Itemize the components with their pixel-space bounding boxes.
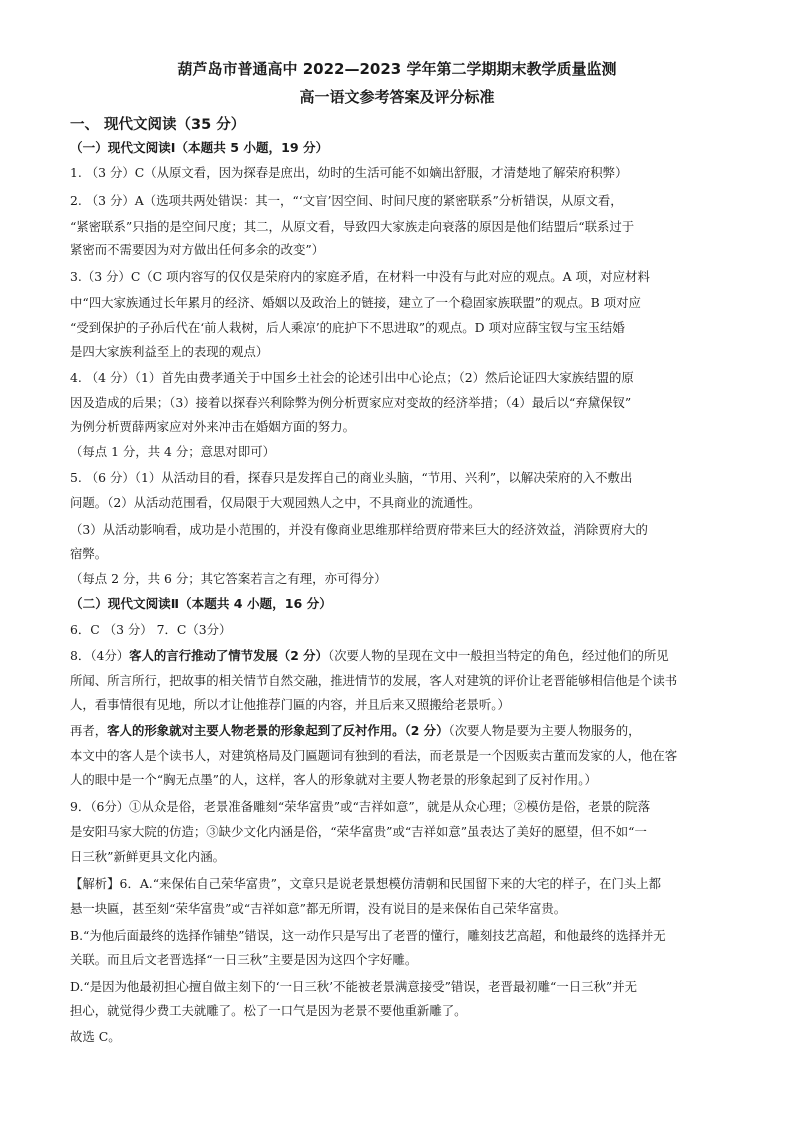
answer-q5-line3: （3）从活动影响看，成功是小范围的，并没有像商业思维那样给贾府带来巨大的经济效益，消除贾府大的 — [70, 522, 648, 537]
answer-q8-line5: 本文中的客人是个读书人，对建筑格局及门匾题词有独到的看法，而老景是一个因贩卖古董而发家的人，他在客 — [70, 748, 678, 763]
document-subtitle: 高一语文参考答案及评分标准 — [299, 88, 495, 106]
answer-q4-line1: 4. （4 分）（1）首先由费孝通关于中国乡土社会的论述引出中心论点；（2）然后论证四大家族结盟的原 — [70, 370, 634, 385]
q8-label: 8．（4分） — [70, 648, 130, 663]
answer-q8-line1 — [70, 644, 725, 668]
q8-explanation-1: （次要人物的呈现在文中一般担当特定的角色，经过他们的所见 — [327, 648, 669, 663]
answer-q2-line1: 2. （3 分）A（选项共两处错误：其一，“‘文盲’因空间、时间尺度的紧密联系”分析错误，从原文看， — [70, 193, 623, 208]
analysis-q6-b-line2: 关联。而且后文老晋选择“一日三秋”主要是因为这四个字好雕。 — [70, 952, 418, 967]
scoring-note-q4: （每点 1 分，共 4 分；意思对即可） — [70, 444, 275, 459]
analysis-q6-d-line2: 担心，就觉得少费工夫就雕了。松了一口气是因为老景不要他重新雕了。 — [70, 1003, 467, 1018]
answer-q3-line2: 中“四大家族通过长年累月的经济、婚姻以及政治上的链接，建立了一个稳固家族联盟”的观点。B 项对应 — [70, 295, 641, 310]
analysis-conclusion: 故选 C。 — [70, 1029, 121, 1044]
answer-q4-line2: 因及造成的后果；（3）接着以探春兴利除弊为例分析贾家应对变故的经济举措；（4）最后以“弃黛保钗” — [70, 395, 632, 410]
q8-furthermore: 再者， — [70, 723, 108, 738]
answer-q3-line1: 3.（3 分）C（C 项内容写的仅仅是荣府内的家庭矛盾，在材料一中没有与此对应的观点。A 项，对应材料 — [70, 269, 650, 284]
analysis-q6-b-line1: B.“为他后面最终的选择作铺垫”错误，这一动作只是写出了老晋的懂行，雕刻技艺高超，和他最终的选择并无 — [70, 928, 666, 943]
answer-q9-line3: 日三秋”新鲜更具文化内涵。 — [70, 849, 226, 864]
answer-q8-line4 — [70, 719, 725, 743]
answer-q2-line2: “紧密联系”只指的是空间尺度；其二，从原文看，导致四大家族走向衰落的原因是他们结盟后“联系过于 — [70, 219, 635, 234]
part2-heading: （二）现代文阅读Ⅱ（本题共 4 小题，16 分） — [70, 596, 332, 611]
document-title: 葫芦岛市普通高中 2022—2023 学年第二学期期末教学质量监测 — [177, 60, 617, 78]
q8-key-point-1: 客人的言行推动了情节发展（2 分） — [129, 648, 328, 663]
answer-q8-line6: 人的眼中是一个“胸无点墨”的人，这样，客人的形象就对主要人物老景的形象起到了反衬作用。） — [70, 772, 597, 787]
answer-q8-line3: 人，看事情很有见地，所以才让他推荐门匾的内容，并且后来又照搬给老景听。） — [70, 697, 510, 712]
analysis-q6-a-line2: 悬一块匾，甚至刻“荣华富贵”或“吉祥如意”都无所谓，没有说目的是来保佑自己荣华富贵。 — [70, 901, 567, 916]
answer-q3-line4: 是四大家族利益至上的表现的观点） — [70, 344, 269, 359]
answer-q9-line2: 是安阳马家大院的仿造；③缺少文化内涵是俗，“荣华富贵”或“吉祥如意”虽表达了美好的愿望，但不如“一 — [70, 824, 647, 839]
answer-q6-q7: 6．C （3 分） 7．C（3分） — [70, 622, 232, 637]
answer-q1: 1. （3 分）C（从原文看，因为探春是庶出，幼时的生活可能不如嫡出舒服，才清楚地了解荣府积弊） — [70, 165, 628, 180]
answer-q2-line3: 紧密而不需要因为对方做出任何多余的改变”） — [70, 242, 325, 257]
answer-q5-line4: 宿弊。 — [70, 546, 108, 561]
answer-q5-line1: 5. （6 分）（1）从活动目的看，探春只是发挥自己的商业头脑，“节用、兴利”，以解决荣府的入不敷出 — [70, 470, 633, 485]
q8-key-point-2: 客人的形象就对主要人物老景的形象起到了反衬作用。（2 分） — [107, 723, 449, 738]
scoring-note-q5: （每点 2 分，共 6 分；其它答案若言之有理，亦可得分） — [70, 571, 387, 586]
answer-q3-line3: “受到保护的子孙后代在‘前人栽树，后人乘凉’的庇护下不思进取”的观点。D 项对应薛宝钗与宝玉结婚 — [70, 320, 625, 335]
q8-explanation-2: （次要人物是要为主要人物服务的， — [448, 723, 641, 738]
section-heading-reading: 一、 现代文阅读（35 分） — [70, 117, 246, 133]
part1-heading: （一）现代文阅读Ⅰ（本题共 5 小题，19 分） — [70, 140, 329, 155]
answer-q9-line1: 9．（6分）①从众是俗，老景准备雕刻“荣华富贵”或“吉祥如意”，就是从众心理；②模仿是俗，老景的院落 — [70, 799, 651, 814]
analysis-q6-a-line1: 【解析】6．A.“来保佑自己荣华富贵”，文章只是说老景想模仿清朝和民国留下来的大宅的样子，在门头上都 — [70, 876, 662, 891]
answer-q4-line3: 为例分析贾薛两家应对外来冲击在婚姻方面的努力。 — [70, 419, 355, 434]
answer-q8-line2: 所闻、所言所行，把故事的相关情节自然交融，推进情节的发展，客人对建筑的评价让老晋能够相信他是个读书 — [70, 673, 678, 688]
answer-q5-line2: 问题。（2）从活动范围看，仅局限于大观园熟人之中，不具商业的流通性。 — [70, 495, 481, 510]
analysis-q6-d-line1: D.“是因为他最初担心擅自做主刻下的‘一日三秋’不能被老景满意接受”错误，老晋最初雕“一日三秋”并无 — [70, 979, 638, 994]
